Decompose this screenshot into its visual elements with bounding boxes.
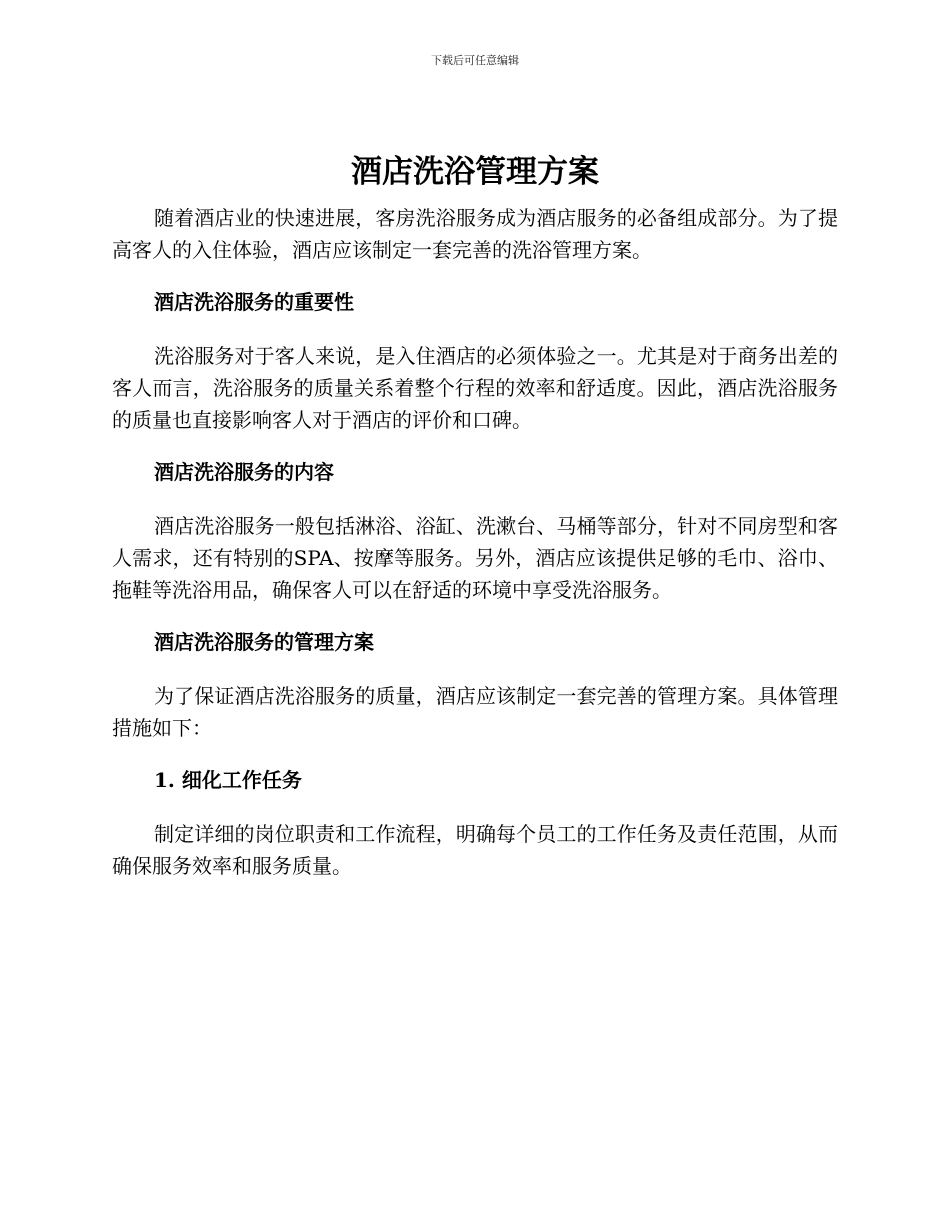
document-body [112, 202, 838, 882]
intro-paragraph: 随着酒店业的快速进展，客房洗浴服务成为酒店服务的必备组成部分。为了提高客人的入住体验，酒店应该制定一套完善的洗浴管理方案。 [112, 206, 838, 262]
section-heading-importance: 酒店洗浴服务的重要性 [154, 290, 354, 314]
section-paragraph-management: 为了保证酒店洗浴服务的质量，酒店应该制定一套完善的管理方案。具体管理措施如下： [112, 684, 838, 740]
section-heading-management: 酒店洗浴服务的管理方案 [154, 630, 374, 654]
section-paragraph-importance: 洗浴服务对于客人来说，是入住酒店的必须体验之一。尤其是对于商务出差的客人而言，洗浴服务的质量关系着整个行程的效率和舒适度。因此，酒店洗浴服务的质量也直接影响客人对于酒店的评价和口碑。 [112, 344, 838, 432]
section-paragraph-tasks: 制定详细的岗位职责和工作流程，明确每个员工的工作任务及责任范围，从而确保服务效率和服务质量。 [112, 822, 838, 878]
page-header-note: 下载后可任意编辑 [431, 54, 519, 67]
section-paragraph-content: 酒店洗浴服务一般包括淋浴、浴缸、洗漱台、马桶等部分，针对不同房型和客人需求，还有特别的SPA、按摩等服务。另外，酒店应该提供足够的毛巾、浴巾、拖鞋等洗浴用品，确保客人可以在舒适的环境中享受洗浴服务。 [112, 514, 838, 602]
section-heading-content: 酒店洗浴服务的内容 [154, 460, 334, 484]
section-heading-tasks: 1. 细化工作任务 [154, 768, 302, 792]
document-title: 酒店洗浴管理方案 [351, 154, 599, 190]
